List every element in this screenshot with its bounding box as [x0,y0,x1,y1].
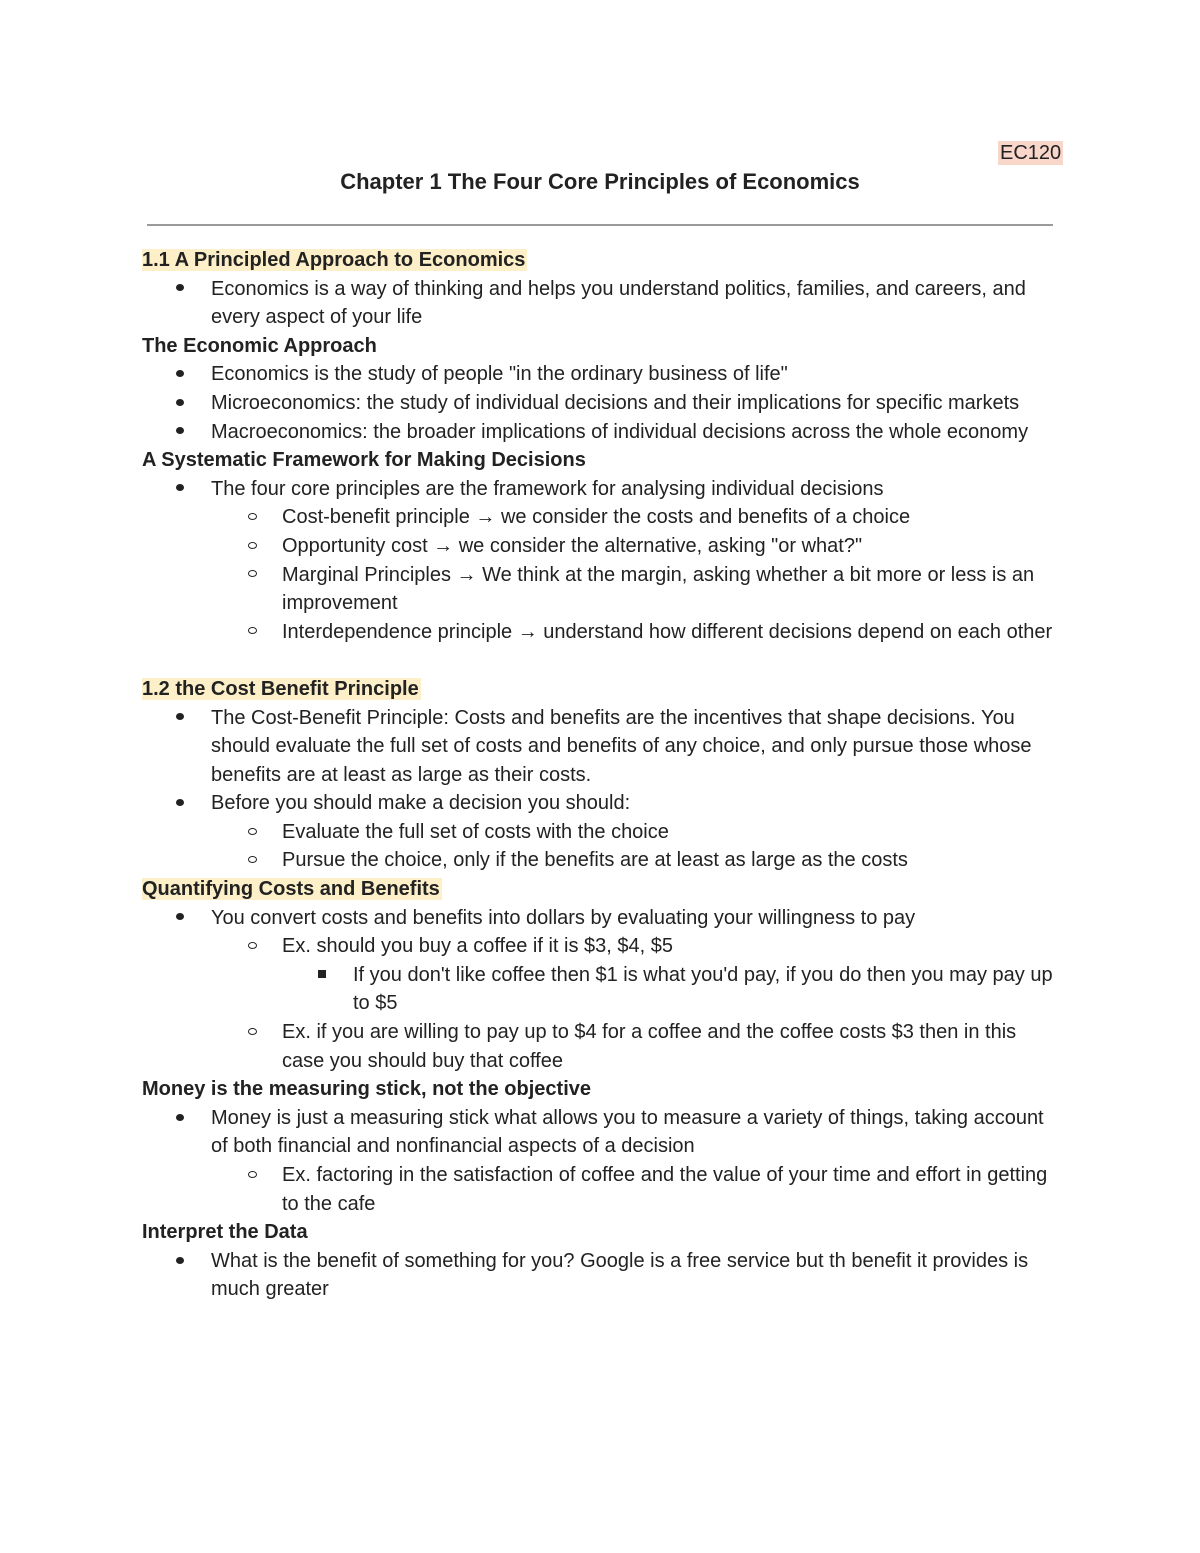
notes-body [142,246,1062,1304]
blank-line [142,646,1062,675]
list-item-text: Economics is a way of thinking and helps you understand politics, families, and careers, and every aspect of your life [211,277,1026,329]
list-item-text: You convert costs and benefits into dollars by evaluating your willingness to pay [211,906,916,929]
hollow-bullet-icon [248,932,257,961]
filled-bullet-icon [176,1247,184,1276]
filled-bullet-icon [176,789,184,818]
square-bullet-icon [318,961,326,990]
section-heading [142,446,1062,475]
section-heading-text: 1.2 the Cost Benefit Principle [142,677,419,700]
list-item-text: Microeconomics: the study of individual decisions and their implications for specific markets [211,391,1020,414]
list-item-text: Ex. should you buy a coffee if it is $3, $4, $5 [282,935,673,958]
list-item [142,475,1062,504]
filled-bullet-icon [176,360,184,389]
hollow-bullet-icon [248,503,257,532]
list-item [142,503,1062,532]
list-item [142,418,1062,447]
section-heading [142,675,1062,704]
list-item-text: The Cost-Benefit Principle: Costs and benefits are the incentives that shape decisions. You should evaluate the full set of costs and benefits of any choice, and only pursue those whose benefits are at least as large as their costs. [211,706,1032,786]
list-item-text: Money is just a measuring stick what allows you to measure a variety of things, taking account of both financial and nonfinancial aspects of a decision [211,1106,1044,1158]
list-item [142,532,1062,561]
section-heading [142,246,1062,275]
list-item [142,1104,1062,1161]
section-heading [142,1075,1062,1104]
list-item-text: Marginal Principles → We think at the margin, asking whether a bit more or less is an improvement [282,563,1035,615]
hollow-bullet-icon [248,846,257,875]
section-heading [142,332,1062,361]
list-item [142,932,1062,961]
hollow-bullet-icon [248,1161,257,1190]
list-item [142,275,1062,332]
filled-bullet-icon [176,389,184,418]
hollow-bullet-icon [248,618,257,647]
filled-bullet-icon [176,418,184,447]
list-item-text: Ex. if you are willing to pay up to $4 for a coffee and the coffee costs $3 then in this case you should buy that coffee [282,1021,1017,1072]
section-heading-text: Quantifying Costs and Benefits [142,878,440,901]
list-item-text: Economics is the study of people "in the ordinary business of life" [211,363,788,386]
list-item [142,904,1062,933]
section-heading [142,875,1062,904]
list-item [142,846,1062,875]
list-item-text: Ex. factoring in the satisfaction of coffee and the value of your time and effort in getting to the cafe [282,1164,1048,1215]
list-item-text: Pursue the choice, only if the benefits are at least as large as the costs [282,849,908,872]
list-item-text: Macroeconomics: the broader implications of individual decisions across the whole economy [211,420,1029,443]
list-item [142,704,1062,790]
list-item [142,1247,1062,1304]
list-item [142,1161,1062,1218]
course-code-tag: EC120 [1000,142,1062,164]
section-heading-text: 1.1 A Principled Approach to Economics [142,249,526,271]
list-item [142,961,1062,1018]
section-heading [142,1218,1062,1247]
document-title: Chapter 1 The Four Core Principles of Economics [340,169,860,194]
hollow-bullet-icon [248,1018,257,1047]
list-item [142,389,1062,418]
list-item-text: Interdependence principle → understand how different decisions depend on each other [282,620,1053,643]
section-heading-text: A Systematic Framework for Making Decisions [142,449,586,472]
list-item-text: The four core principles are the framework for analysing individual decisions [211,477,884,500]
filled-bullet-icon [176,704,184,733]
filled-bullet-icon [176,275,184,304]
list-item-text: If you don't like coffee then $1 is what you'd pay, if you do then you may pay up to $5 [353,963,1053,1015]
hollow-bullet-icon [248,561,257,590]
list-item [142,789,1062,818]
filled-bullet-icon [176,475,184,504]
list-item [142,360,1062,389]
section-heading-text: Money is the measuring stick, not the objective [142,1078,591,1101]
horizontal-rule [147,224,1053,226]
hollow-bullet-icon [248,532,257,561]
list-item [142,561,1062,618]
filled-bullet-icon [176,1104,184,1133]
list-item-text: Evaluate the full set of costs with the choice [282,820,669,843]
list-item-text: Before you should make a decision you should: [211,792,631,815]
filled-bullet-icon [176,904,184,933]
list-item-text: What is the benefit of something for you? Google is a free service but th benefit it provides is much greater [211,1249,1029,1301]
list-item-text: Cost-benefit principle → we consider the costs and benefits of a choice [282,506,911,529]
list-item [142,1018,1062,1075]
list-item [142,618,1062,647]
section-heading-text: The Economic Approach [142,334,377,357]
list-item-text: Opportunity cost → we consider the alternative, asking "or what?" [282,534,863,557]
section-heading-text: Interpret the Data [142,1221,308,1244]
list-item [142,818,1062,847]
hollow-bullet-icon [248,818,257,847]
